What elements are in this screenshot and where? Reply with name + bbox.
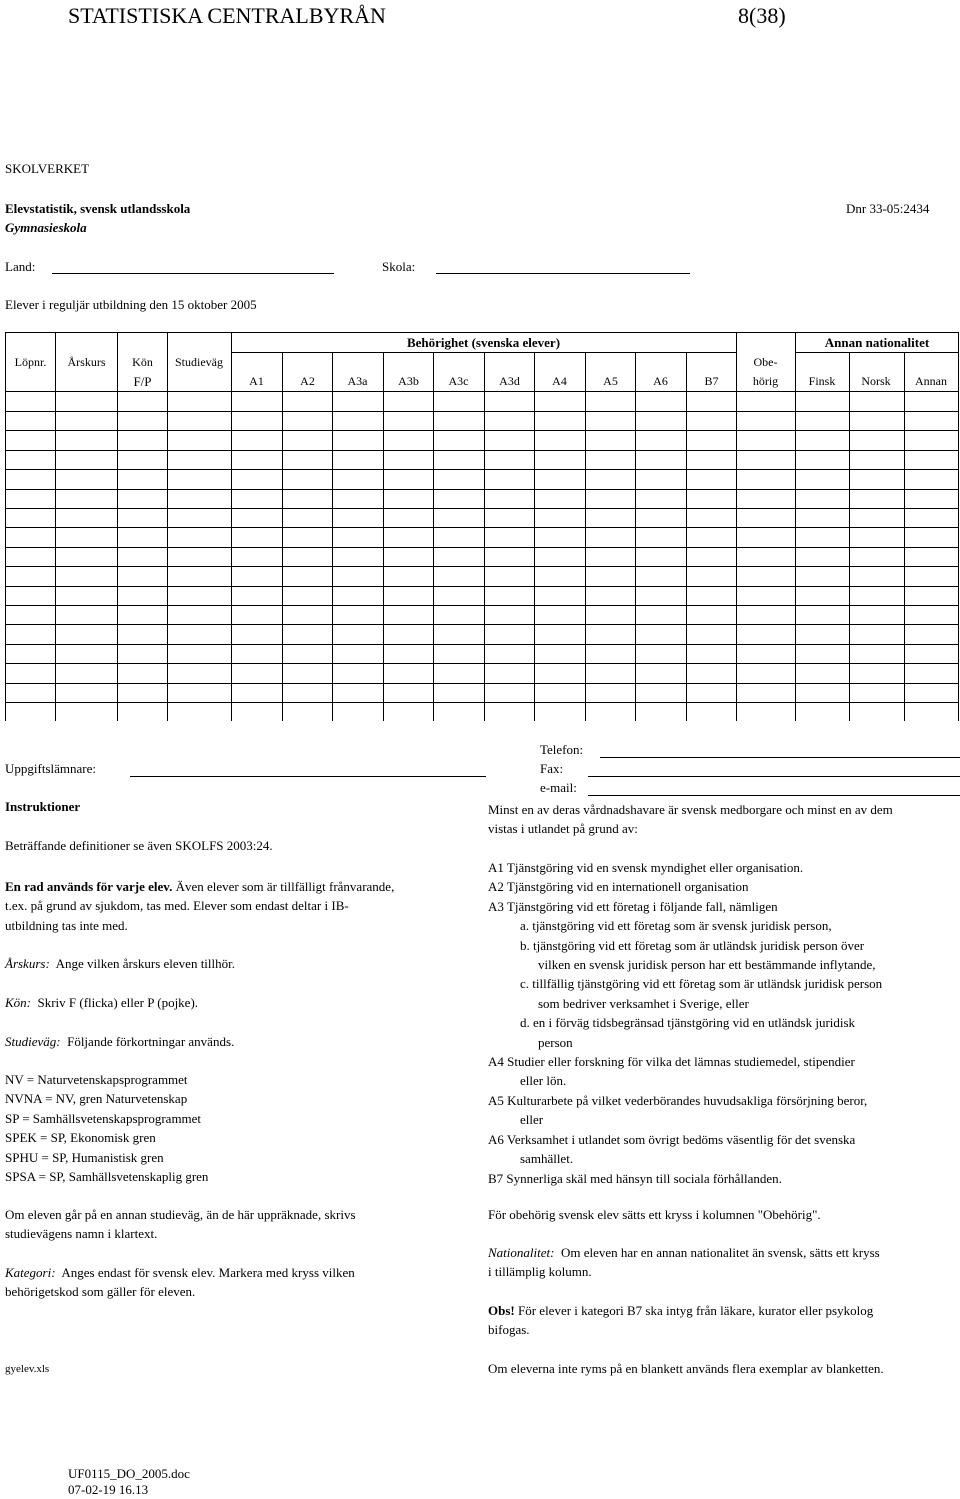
col-obehorig-1: Obe- [753,355,778,369]
category-a3c-cont: som bedriver verksamhet i Sverige, eller [538,995,749,1011]
category-a3: A3 Tjänstgöring vid ett företag i följande fall, nämligen [488,898,778,914]
table-row-line [5,508,959,509]
table-row-line [5,663,959,664]
category-a3c: c. tillfällig tjänstgöring vid ett företag som är utländsk juridisk person [520,976,883,992]
category-a5: A5 Kulturarbete på vilket vederbörandes huvudsakliga försörjning beror, [488,1092,868,1108]
table-column-line [795,332,796,721]
col-kon-sub: F/P [133,374,152,389]
row-rule: En rad används för varje elev. Även elever som är tillfälligt frånvarande, t.ex. på grund av sjukdom, tas med. Elever som endast deltar i IB- utbildning tas inte med. [5,879,395,933]
group-behorighet: Behörighet (svenska elever) [406,335,561,350]
obs-note: Obs! För elever i kategori B7 ska intyg från läkare, kurator eller psykolog bifogas. [488,1303,874,1338]
table-column-line [686,352,687,721]
category-a3b-cont: vilken en svensk juridisk person har ett bestämmande inflytande, [538,957,876,973]
table-column-line [55,332,56,721]
col-arskurs: Årskurs [67,355,106,369]
table-column-line [231,332,232,721]
table-column-line [282,352,283,721]
studievag-instruction: Studieväg: Följande förkortningar används. [5,1034,235,1049]
col-category-a3c: A3c [448,374,469,388]
page-header-title: STATISTISKA CENTRALBYRÅN [68,3,386,28]
intro-text: Elever i reguljär utbildning den 15 oktober 2005 [5,297,257,312]
col-category-a2: A2 [300,374,315,388]
page-number: 8(38) [738,3,786,28]
table-column-line [484,352,485,721]
table-row-line [5,683,959,684]
category-a3d-cont: person [538,1034,573,1050]
category-intro: Minst en av deras vårdnadshavare är svensk medborgare och minst en av dem vistas i utlandet på grund av: [488,802,893,837]
table-row-line [5,450,959,451]
table-row-line [5,624,959,625]
abbreviation-item: SPEK = SP, Ekonomisk gren [5,1130,156,1146]
category-a2: A2 Tjänstgöring vid en internationell organisation [488,879,749,895]
table-row-line [5,547,959,548]
table-row-line [5,430,959,431]
category-a3d: d. en i förväg tidsbegränsad tjänstgöring vid en utländsk juridisk [520,1015,856,1031]
kategori-instruction: Kategori: Anges endast för svensk elev. Markera med kryss vilken behörigetskod som gäller för eleven. [5,1265,355,1300]
col-category-a1: A1 [249,374,264,388]
table-column-line [117,332,118,721]
other-studievag-note: Om eleven går på en annan studieväg, än de här uppräknade, skrivs studievägens namn i klartext. [5,1207,356,1242]
table-row-line [5,469,959,470]
abbreviation-item: NVNA = NV, gren Naturvetenskap [5,1091,188,1107]
land-field[interactable] [52,273,334,274]
abbreviation-list [5,1070,208,1186]
footer-date: 07-02-19 16.13 [68,1482,149,1497]
email-field[interactable] [588,795,960,796]
col-category-b7: B7 [704,374,719,388]
email-label: e-mail: [540,780,577,795]
table-column-line [849,352,850,721]
col-kon: Kön [132,355,153,369]
category-a5-cont: eller [520,1112,544,1128]
agency-name: SKOLVERKET [5,161,90,176]
table-row-line [5,489,959,490]
obehorig-note: För obehörig svensk elev sätts ett kryss i kolumnen "Obehörig". [488,1207,821,1222]
footer-doc-name: UF0115_DO_2005.doc [68,1466,190,1481]
definitions-reference: Beträffande definitioner se även SKOLFS 2003:24. [5,838,273,853]
abbreviation-item: SPHU = SP, Humanistisk gren [5,1149,164,1165]
category-a6-cont: samhället. [520,1151,574,1167]
table-column-line [167,332,168,721]
table-row-line [5,644,959,645]
fax-label: Fax: [540,761,564,776]
col-lopnr: Löpnr. [14,355,47,369]
uppgiftslamnare-field[interactable] [130,776,486,777]
col-category-a4: A4 [552,374,567,388]
table-row-line [5,586,959,587]
abbreviation-item: NV = Naturvetenskapsprogrammet [5,1072,188,1087]
form-name: Elevstatistik, svensk utlandsskola [5,201,191,216]
col-category-a5: A5 [603,374,618,388]
category-b7: B7 Synnerliga skäl med hänsyn till sociala förhållanden. [488,1170,782,1186]
table-row-line [5,702,959,703]
multiple-copies-note: Om eleverna inte ryms på en blankett används flera exemplar av blanketten. [488,1361,884,1376]
telefon-label: Telefon: [540,742,584,757]
land-label: Land: [5,259,36,274]
instructions-heading: Instruktioner [5,799,81,814]
category-a4: A4 Studier eller forskning för vilka det lämnas studiemedel, stipendier [488,1054,855,1070]
table-row-line [5,411,959,412]
uppgiftslamnare-label: Uppgiftslämnare: [5,761,96,776]
table-column-line [433,352,434,721]
col-category-a3d: A3d [499,374,520,388]
table-column-line [736,332,737,721]
table-row-line [5,605,959,606]
skola-label: Skola: [382,259,416,274]
category-a1: A1 Tjänstgöring vid en svensk myndighet eller organisation. [488,860,804,875]
col-nationality-finsk: Finsk [808,374,836,388]
table-row-line [5,566,959,567]
nationalitet-note: Nationalitet: Om eleven har en annan nationalitet än svensk, sätts ett kryss i tillämplig kolumn. [488,1245,880,1280]
fax-field[interactable] [588,776,960,777]
col-category-a3a: A3a [347,374,368,388]
group-nationalitet: Annan nationalitet [824,335,930,350]
abbreviation-item: SPSA = SP, Samhällsvetenskaplig gren [5,1169,209,1185]
category-a6: A6 Verksamhet i utlandet som övrigt bedöms väsentlig för det svenska [488,1131,856,1147]
table-column-line [585,352,586,721]
abbreviation-item: SP = Samhällsvetenskapsprogrammet [5,1110,202,1126]
col-studievag: Studieväg [175,355,223,369]
category-a3b: b. tjänstgöring vid ett företag som är utländsk juridisk person över [520,937,865,953]
arskurs-instruction: Årskurs: Ange vilken årskurs eleven tillhör. [5,956,236,971]
table-column-line [534,352,535,721]
kon-instruction: Kön: Skriv F (flicka) eller P (pojke). [5,995,199,1010]
dnr-number: Dnr 33-05:2434 [846,201,930,216]
table-column-line [904,352,905,721]
table-column-line [332,352,333,721]
col-obehorig-2: hörig [752,374,779,388]
table-column-line [383,352,384,721]
skola-field[interactable] [436,273,690,274]
form-subname: Gymnasieskola [5,220,87,235]
category-a4-cont: eller lön. [520,1073,567,1089]
table-row-line [5,527,959,528]
category-list [488,858,882,1188]
col-nationality-annan: Annan [915,374,947,388]
col-category-a3b: A3b [398,374,419,388]
file-name: gyelev.xls [5,1363,50,1375]
col-category-a6: A6 [653,374,668,388]
col-nationality-norsk: Norsk [861,374,891,388]
telefon-field[interactable] [600,757,960,758]
table-column-line [635,352,636,721]
category-a3a: a. tjänstgöring vid ett företag som är svensk juridisk person, [520,918,832,934]
